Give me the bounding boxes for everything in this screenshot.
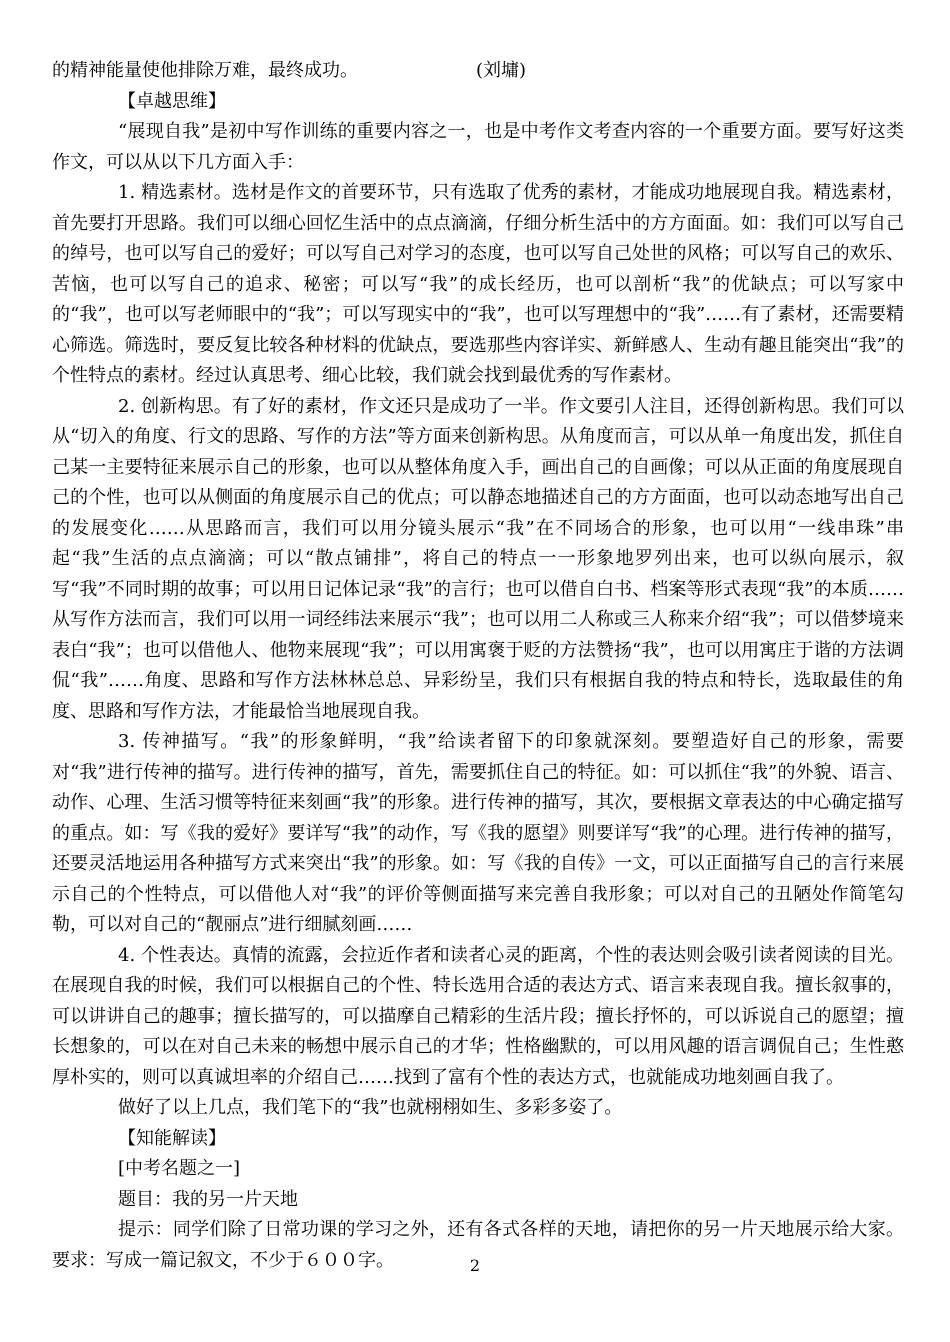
point-1-paragraph: 1. 精选素材。选材是作文的首要环节，只有选取了优秀的素材，才能成功地展现自我。精选素材，首先要打开思路。我们可以细心回忆生活中的点点滴滴，仔细分析生活中的方方面面。如：我们可以写自己的绰号，也可以写自己的爱好；可以写自己对学习的态度，也可以写自己处世的风格；可以写自己的欢乐、苦恼，也可以写自己的追求、秘密；可以写“我”的成长经历，也可以剖析“我”的优缺点；可以写家中的“我”，也可以写老师眼中的“我”；可以写现实中的“我”，也可以写理想中的“我”……有了素材，还需要精心筛选。筛选时，要反复比较各种材料的优缺点，要选那些内容详实、新鲜感人、生动有趣且能突出“我”的个性特点的素材。经过认真思考、细心比较，我们就会找到最优秀的写作素材。 [52, 182, 904, 386]
exam-label: [中考名题之一] [118, 1158, 241, 1179]
point-4-paragraph: 4. 个性表达。真情的流露，会拉近作者和读者心灵的距离，个性的表达则会吸引读者阅读的目光。在展现自我的时候，我们可以根据自己的个性、特长选用合适的表达方式、语言来表现自我。擅长叙事的，可以讲讲自己的趣事；擅长描写的，可以描摩自己精彩的生活片段；擅长抒怀的，可以诉说自己的愿望；擅长想象的，可以在对自己未来的畅想中展示自己的才华；性格幽默的，可以用风趣的语言调侃自己；生性憨厚朴实的，则可以真诚坦率的介绍自己……找到了富有个性的表达方式，也就能成功地刻画自我了。 [52, 944, 904, 1088]
section-heading-excellence: 【卓越思维】 [118, 90, 226, 112]
essay-topic: 题目：我的另一片天地 [118, 1188, 298, 1210]
section-heading-knowledge: 【知能解读】 [118, 1127, 226, 1149]
intro-paragraph: “展现自我”是初中写作训练的重要内容之一，也是中考作文考查内容的一个重要方面。要写好这类作文，可以从以下几方面入手： [52, 121, 904, 173]
top-line [52, 56, 904, 87]
point-2-paragraph: 2. 创新构思。有了好的素材，作文还只是成功了一半。作文要引人注目，还得创新构思。我们可以从“切入的角度、行文的思路、写作的方法”等方面来创新构思。从角度而言，可以从单一角度出发，抓住自己某一主要特征来展示自己的形象，也可以从整体角度入手，画出自己的自画像；可以从正面的角度展现自己的个性，也可以从侧面的角度展示自己的优点；可以静态地描述自己的方方面面，也可以动态地写出自己的发展变化……从思路而言，我们可以用分镜头展示“我”在不同场合的形象，也可以用“一线串珠”串起“我”生活的点点滴滴；可以“散点铺排”，将自己的特点一一形象地罗列出来，也可以纵向展示，叙写“我”不同时期的故事；可以用日记体记录“我”的言行；也可以借自白书、档案等形式表现“我”的本质……从写作方法而言，我们可以用一词经纬法来展示“我”；也可以用二人称或三人称来介绍“我”；可以借梦境来表白“我”；也可以借他人、他物来展现“我”；可以用寓褒于贬的方法赞扬“我”，也可以用寓庄于谐的方法调侃“我”……角度、思路和写作方法林林总总、异彩纷呈，我们只有根据自我的特点和特长，选取最佳的角度、思路和写作方法，才能最恰当地展现自我。 [52, 395, 904, 722]
hint-paragraph: 提示：同学们除了日常功课的学习之外，还有各式各样的天地，请把你的另一片天地展示给大家。要求：写成一篇记叙文，不少于６００字。 [52, 1219, 904, 1271]
conclusion-paragraph: 做好了以上几点，我们笔下的“我”也就栩栩如生、多彩多姿了。 [118, 1097, 623, 1118]
point-3-paragraph: 3. 传神描写。“我”的形象鲜明，“我”给读者留下的印象就深刻。要塑造好自己的形象，需要对“我”进行传神的描写。进行传神的描写，首先，需要抓住自己的特征。如：可以抓住“我”的外貌、语言、动作、心理、生活习惯等特征来刻画“我”的形象。进行传神的描写，其次，要根据文章表达的中心确定描写的重点。如：写《我的爱好》要详写“我”的动作，写《我的愿望》则要详写“我”的心理。进行传神的描写，还要灵活地运用各种描写方式来突出“我”的形象。如：写《我的自传》一文，可以正面描写自己的言行来展示自己的个性特点，可以借他人对“我”的评价等侧面描写来完善自我形象；可以对自己的丑陋处作简笔勾勒，可以对自己的“靓丽点”进行细腻刻画…… [52, 731, 904, 935]
top-line-text: 的精神能量使他排除万难，最终成功。 [52, 60, 358, 81]
document-page [52, 56, 904, 1276]
author-credit: (刘墉) [476, 60, 527, 81]
page-number: 2 [469, 1256, 481, 1275]
